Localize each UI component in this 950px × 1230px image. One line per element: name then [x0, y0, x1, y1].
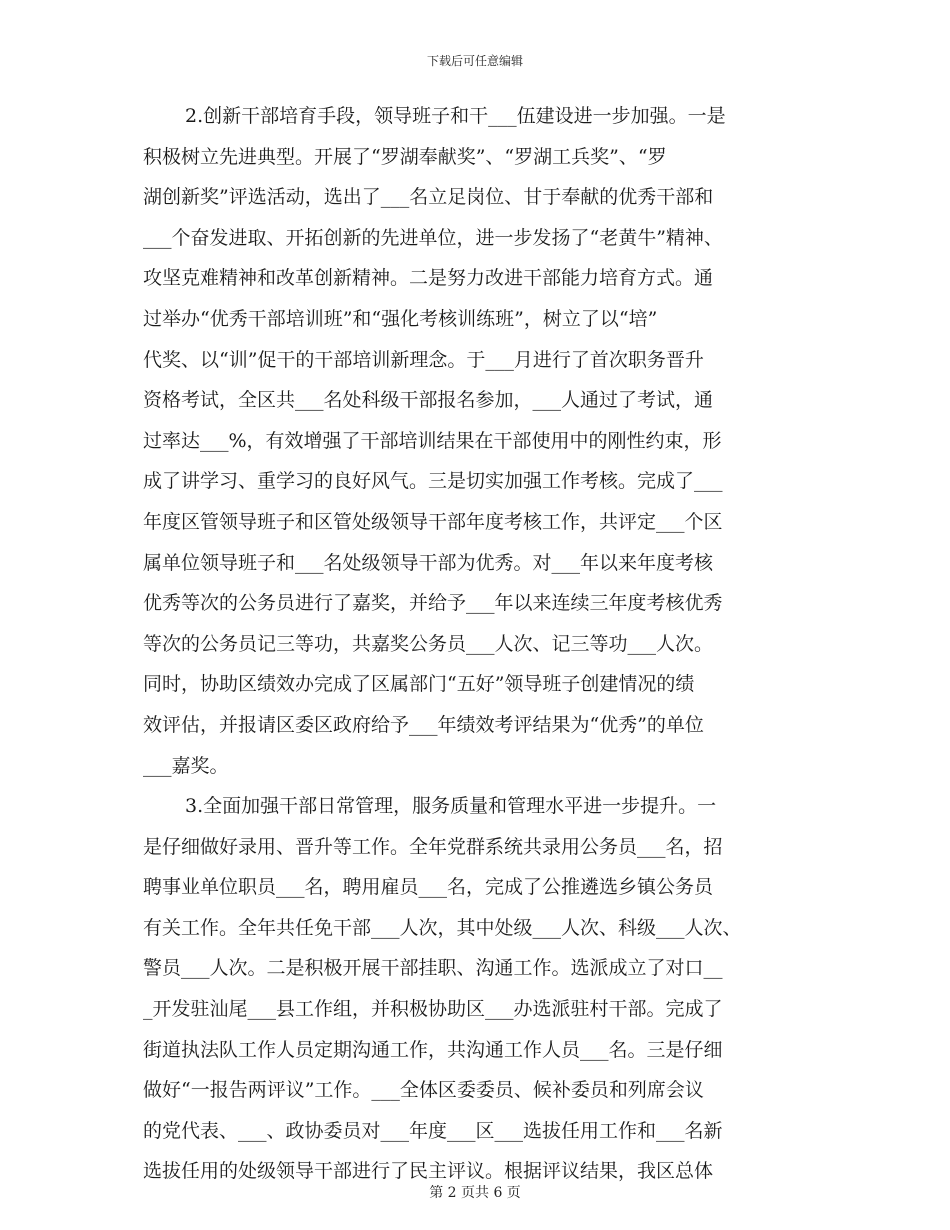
paragraph-line: _开发驻汕尾___县工作组，并积极协助区___办选派驻村干部。完成了 [143, 998, 723, 1021]
paragraph-line: 选拔任用的处级领导干部进行了民主评议。根据评议结果，我区总体 [143, 1160, 714, 1183]
paragraph-line: 同时，协助区绩效办完成了区属部门“五好”领导班子创建情况的绩 [143, 673, 695, 696]
paragraph-line: 警员___人次。二是积极开展干部挂职、沟通工作。选派成立了对口__ [143, 957, 723, 980]
paragraph-line: 街道执法队工作人员定期沟通工作，共沟通工作人员___名。三是仔细 [143, 1038, 723, 1061]
paragraph-line: 做好“一报告两评议”工作。___全体区委委员、候补委员和列席会议 [143, 1079, 704, 1102]
paragraph-line: 聘事业单位职员___名，聘用雇员___名，完成了公推遴选乡镇公务员 [143, 876, 714, 899]
paragraph-line: 资格考试，全区共___名处科级干部报名参加，___人通过了考试，通 [143, 389, 714, 412]
paragraph-line: 年度区管领导班子和区管处级领导干部年度考核工作，共评定___个区 [143, 510, 723, 533]
page-header: 下载后可任意编辑 [426, 54, 523, 68]
document-body [143, 96, 813, 1192]
paragraph-line: 3.全面加强干部日常管理，服务质量和管理水平进一步提升。一 [185, 795, 717, 818]
paragraph-line: 过举办“优秀干部培训班”和“强化考核训练班”，树立了以“培” [143, 307, 658, 330]
paragraph-line: 有关工作。全年共任免干部___人次，其中处级___人次、科级___人次、 [143, 916, 742, 939]
paragraph-line: 攻坚克难精神和改革创新精神。二是努力改进干部能力培育方式。通 [143, 267, 714, 290]
paragraph-line: 属单位领导班子和___名处级领导干部为优秀。对___年以来年度考核 [143, 551, 714, 574]
paragraph-line: 积极树立先进典型。开展了“罗湖奉献奖”、“罗湖工兵奖”、“罗 [143, 145, 667, 168]
paragraph-line: 代奖、以“训”促干的干部培训新理念。于___月进行了首次职务晋升 [143, 348, 704, 371]
paragraph-line: 是仔细做好录用、晋升等工作。全年党群系统共录用公务员___名，招 [143, 835, 723, 858]
paragraph-line: 湖创新奖”评选活动，选出了___名立足岗位、甘于奉献的优秀干部和 [143, 186, 714, 209]
paragraph-line: ___个奋发进取、开拓创新的先进单位，进一步发扬了“老黄牛”精神、 [143, 226, 723, 249]
paragraph-line: 效评估，并报请区委区政府给予___年绩效考评结果为“优秀”的单位 [143, 713, 704, 736]
paragraph-line: 优秀等次的公务员进行了嘉奖，并给予___年以来连续三年度考核优秀 [143, 592, 723, 615]
paragraph-line: 成了讲学习、重学习的良好风气。三是切实加强工作考核。完成了___ [143, 470, 723, 493]
page-footer: 第 2 页共 6 页 [429, 1185, 521, 1201]
paragraph-line: 等次的公务员记三等功，共嘉奖公务员___人次、记三等功___人次。 [143, 632, 714, 655]
paragraph-line: 2.创新干部培育手段，领导班子和干___伍建设进一步加强。一是 [185, 105, 726, 127]
paragraph-line: 的党代表、___、政协委员对___年度___区___选拔任用工作和___名新 [143, 1119, 723, 1142]
paragraph-line: ___嘉奖。 [143, 754, 229, 777]
paragraph-line: 过率达___%，有效增强了干部培训结果在干部使用中的刚性约束，形 [143, 429, 722, 452]
